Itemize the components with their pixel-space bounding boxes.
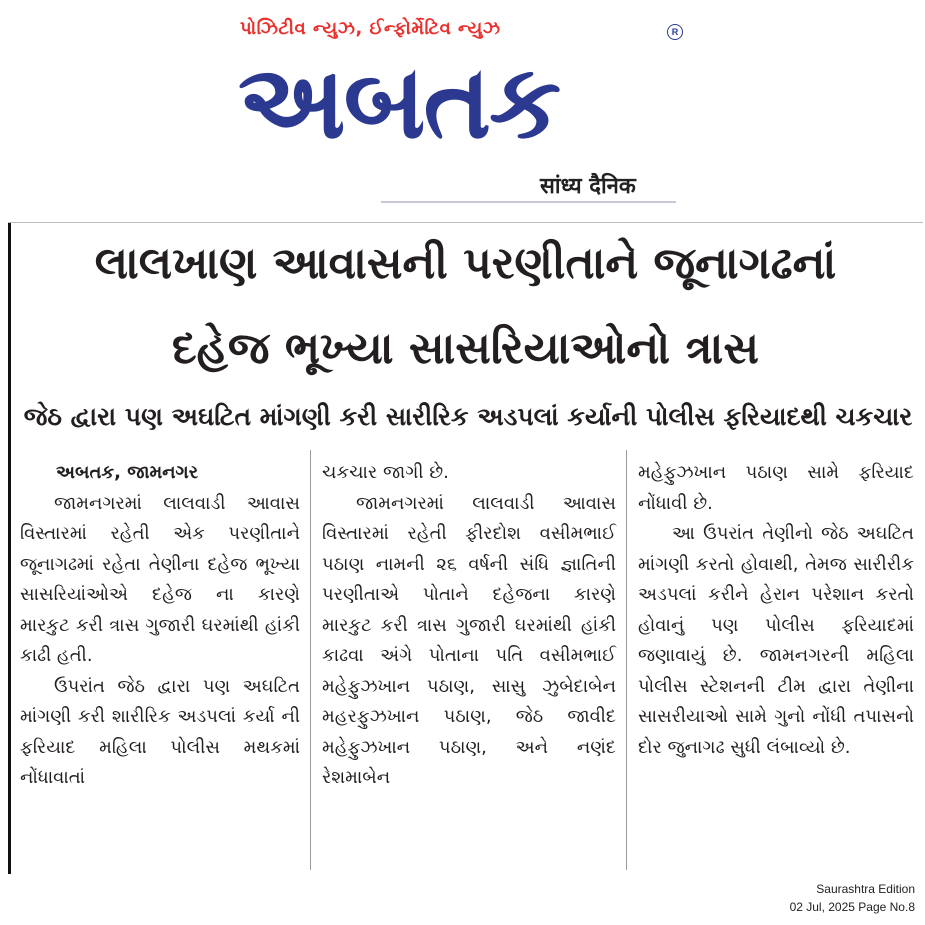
headline-line-2: દહેજ ભૂખ્યા સાસરિયાઓનો ત્રાસ — [172, 323, 759, 374]
article-left-border — [8, 222, 11, 874]
article-column-1 — [20, 458, 300, 794]
article-column-2 — [322, 458, 616, 794]
masthead-underline — [381, 201, 676, 203]
column-divider-1 — [310, 450, 311, 870]
dateline: અબતક, જામનગર — [56, 462, 199, 483]
article-top-border — [8, 222, 923, 223]
column-3-paragraph-2: આ ઉપરાંત તેણીનો જેઠ અઘટિત માંગણી કરતો હોવાથી, તેમજ સારીરીક અડપલાં કરીને હેરાન પરેશાન કરતો હોવાનું પણ પોલીસ ફરિયાદમાં જણાવાયું છે. જામનગરની મહિલા પોલીસ સ્ટેશનની ટીમ દ્વારા તેણીના સાસરીયાઓ સામે ગુનો નોંધી તપાસનો દોર જુનાગઢ સુધી લંબાવ્યો છે. — [638, 523, 914, 758]
edition-date-page: 02 Jul, 2025 Page No.8 — [789, 900, 915, 914]
edition-info — [790, 880, 915, 916]
newspaper-logo: અબતક — [238, 43, 560, 162]
headline-line-1: લાલખાણ આવાસની પરણીતાને જૂનાગઢનાં — [94, 238, 837, 289]
subheadline: જેઠ દ્વારા પણ અઘટિત માંગણી કરી સારીરિક અડપલાં કર્યાની પોલીસ ફરિયાદથી ચકચાર — [23, 402, 913, 431]
column-2-paragraph-1: ચકચાર જાગી છે. — [322, 462, 449, 483]
column-3-paragraph-1: મહેફુઝખાન પઠાણ સામે ફરિયાદ નોંધાવી છે. — [638, 462, 914, 514]
column-2-paragraph-2: જામનગરમાં લાલવાડી આવાસ વિસ્તારમાં રહેતી ફીરદોશ વસીમભાઈ પઠાણ નામની ૨૬ વર્ષની સંધિ જ્ઞાતિની પરણીતાએ પોતાને દહેજના કારણે મારકુટ કરી ત્રાસ ગુજારી ઘરમાંથી હાંકી કાઢવા અંગે પોતાના પતિ વસીમભાઈ મહેફુઝખાન પઠાણ, સાસુ ઝુબેદાબેન મહરફુઝખાન પઠાણ, જેઠ જાવીદ મહેફુઝખાન પઠાણ, અને નણંદ રેશમાબેન — [322, 492, 616, 788]
masthead-tagline: પોઝિટીવ ન્યુઝ, ઈન્ફોર્મેટિવ ન્યુઝ — [240, 18, 501, 39]
edition-name: Saurashtra Edition — [816, 882, 915, 896]
news-article — [8, 222, 923, 874]
masthead-subtitle: सांध्य दैनिक — [540, 174, 636, 199]
column-1-paragraph-1: જામનગરમાં લાલવાડી આવાસ વિસ્તારમાં રહેતી એક પરણીતાને જૂનાગઢમાં રહેતા તેણીના દહેજ ભૂખ્યા સાસરિયાંઓએ દહેજ ના કારણે મારકુટ કરી ત્રાસ ગુજારી ઘરમાંથી હાંકી કાઢી હતી. — [20, 492, 300, 666]
registered-mark-icon: R — [667, 24, 683, 40]
column-divider-2 — [626, 450, 627, 870]
masthead — [0, 0, 925, 215]
column-1-paragraph-2: ઉપરાંત જેઠ દ્વારા પણ અઘટિત માંગણી કરી શારીરિક અડપલાં કર્યા ની ફરિયાદ મહિલા પોલીસ મથકમાં નોંધાવાતાં — [20, 675, 300, 788]
article-column-3 — [638, 458, 914, 763]
